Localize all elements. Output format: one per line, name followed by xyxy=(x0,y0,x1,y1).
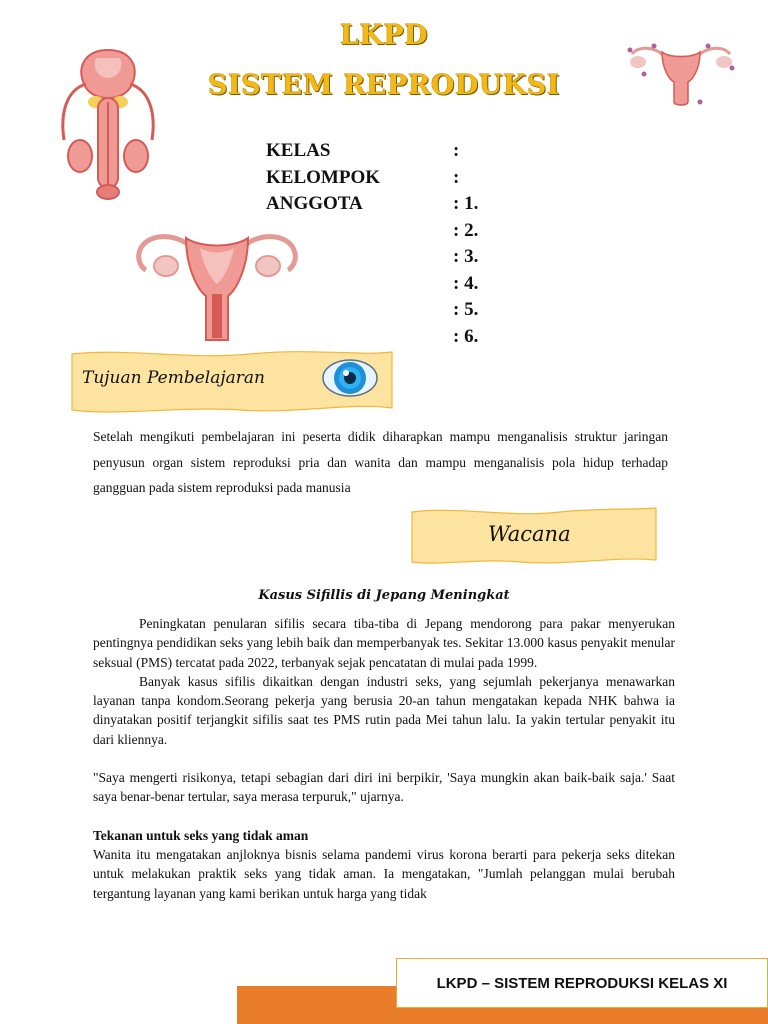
identity-label: KELAS xyxy=(266,140,331,161)
article-paragraph: Wanita itu mengatakan anjloknya bisnis selama pandemi virus korona berarti para pekerja seks ditekan untuk melakukan praktik seks yang tidak aman. Ia mengatakan, "Jumlah pelanggan mulai berubah tergantung layanan yang kami berikan untuk harga yang tidak xyxy=(93,846,675,901)
identity-label: ANGGOTA xyxy=(266,193,363,214)
reading-heading: Wacana xyxy=(488,522,571,546)
identity-value: : 3. xyxy=(453,246,479,267)
identity-value: : xyxy=(453,140,460,161)
identity-value: : 4. xyxy=(453,272,479,294)
article-paragraph: Peningkatan penularan sifilis secara tiba-tiba di Jepang mendorong para pakar menyerukan pentingnya pendidikan seks yang lebih baik dan memperbanyak tes. Sekitar 13.000 kasus penyakit menular seksual (PMS) tercatat pada 2022, terbanyak sejak pencatatan di mulai pada 1999. xyxy=(93,616,675,670)
article-quote: "Saya mengerti risikonya, tetapi sebagian dari diri ini berpikir, 'Saya mungkin akan baik-baik saja.' Saat saya benar-benar tertular, saya merasa terpuruk," ujarnya. xyxy=(93,770,675,805)
identity-value: : xyxy=(453,166,460,188)
female-reproductive-system-icon xyxy=(624,40,738,110)
eye-icon xyxy=(322,358,378,398)
identity-value: : 2. xyxy=(453,219,479,241)
footer-label: LKPD – SISTEM REPRODUKSI KELAS XI xyxy=(396,958,768,1008)
page-title-line2: SISTEM REPRODUKSI xyxy=(208,70,560,101)
objective-text: Setelah mengikuti pembelajaran ini peserta didik diharapkan mampu menganalisis struktur jaringan penyusun organ sistem reproduksi pria dan wanita dan mampu menganalisis pola hidup terhadap gangguan pada sistem reproduksi pada manusia xyxy=(93,429,668,495)
identity-value: : 5. xyxy=(453,299,479,320)
identity-value: : 6. xyxy=(453,325,479,347)
identity-value: : 1. xyxy=(453,193,479,214)
identity-label: KELOMPOK xyxy=(266,166,380,188)
page-title-line1: LKPD xyxy=(339,20,429,51)
female-reproductive-system-icon xyxy=(134,228,300,346)
male-reproductive-system-icon xyxy=(56,44,160,200)
case-title: Kasus Sifillis di Jepang Meningkat xyxy=(258,588,510,603)
article-body xyxy=(93,614,675,903)
reading-banner xyxy=(410,506,658,568)
article-subheading: Tekanan untuk seks yang tidak aman xyxy=(93,827,309,843)
article-paragraph: Banyak kasus sifilis dikaitkan dengan industri seks, yang sejumlah pekerjanya menawarkan layanan tanpa kondom.Seorang pekerja yang berusia 20-an tahun mengatakan kepada NHK bahwa ia dinyatakan positif terjangkit sifilis saat tes PMS rutin pada Mei tahun lalu. Ia yakin tertular penyakit itu dari kliennya. xyxy=(93,673,675,747)
objective-heading: Tujuan Pembelajaran xyxy=(82,368,265,388)
objective-banner xyxy=(70,350,394,416)
